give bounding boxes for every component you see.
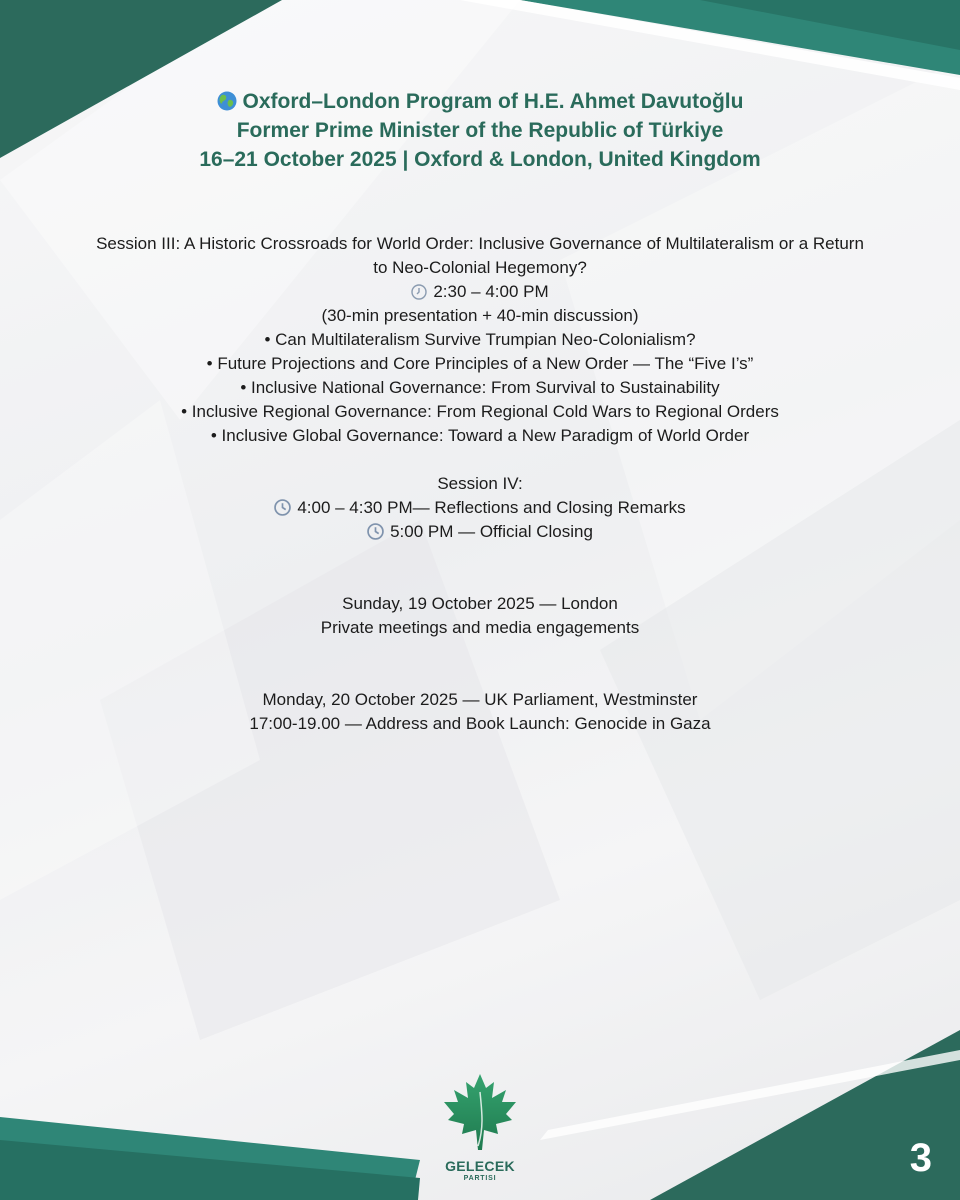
session3-time-row: [0, 280, 960, 304]
session4-item-1: 4:00 – 4:30 PM— Reflections and Closing Remarks: [297, 498, 686, 517]
header-line-1: Oxford–London Program of H.E. Ahmet Davutoğlu: [242, 90, 744, 113]
clock-icon: [411, 284, 427, 300]
maple-leaf-icon: [440, 1072, 520, 1156]
monday-date: Monday, 20 October 2025 — UK Parliament, Westminster: [262, 690, 698, 709]
session3-title-line1: Session III: A Historic Crossroads for World Order: Inclusive Governance of Multilateralism or a Return: [96, 234, 864, 253]
session3-topic: • Can Multilateralism Survive Trumpian Neo-Colonialism?: [264, 330, 696, 349]
session3-topic: • Future Projections and Core Principles of a New Order — The “Five I’s”: [206, 354, 754, 373]
header-line-2: Former Prime Minister of the Republic of Türkiye: [236, 119, 724, 142]
session4-item-row: [0, 496, 960, 520]
logo-subtitle: PARTISI: [463, 1175, 497, 1182]
logo-name: GELECEK: [445, 1158, 515, 1174]
session4-item-row: [0, 520, 960, 544]
globe-icon: [217, 91, 237, 111]
session4-title: Session IV:: [437, 474, 523, 493]
sunday-date: Sunday, 19 October 2025 — London: [342, 594, 618, 613]
program-header: [0, 87, 960, 174]
page-number: 3: [909, 1136, 932, 1180]
sunday-detail: Private meetings and media engagements: [320, 618, 640, 637]
session3-topic: • Inclusive Global Governance: Toward a New Paradigm of World Order: [210, 426, 750, 445]
clock-icon: [274, 499, 291, 516]
session3-time: 2:30 – 4:00 PM: [433, 282, 549, 301]
header-title-line: [0, 87, 960, 116]
schedule-content: [0, 232, 960, 736]
session3-format: (30-min presentation + 40-min discussion): [321, 306, 639, 325]
session3-topic: • Inclusive Regional Governance: From Regional Cold Wars to Regional Orders: [181, 402, 779, 421]
session4-item-2: 5:00 PM — Official Closing: [390, 522, 593, 541]
monday-detail: 17:00-19.00 — Address and Book Launch: Genocide in Gaza: [249, 714, 711, 733]
header-line-3: 16–21 October 2025 | Oxford & London, United Kingdom: [199, 148, 761, 171]
session3-topic: • Inclusive National Governance: From Survival to Sustainability: [240, 378, 720, 397]
clock-icon: [367, 523, 384, 540]
party-logo: [426, 1072, 534, 1182]
session3-title-line2: to Neo-Colonial Hegemony?: [373, 258, 587, 277]
